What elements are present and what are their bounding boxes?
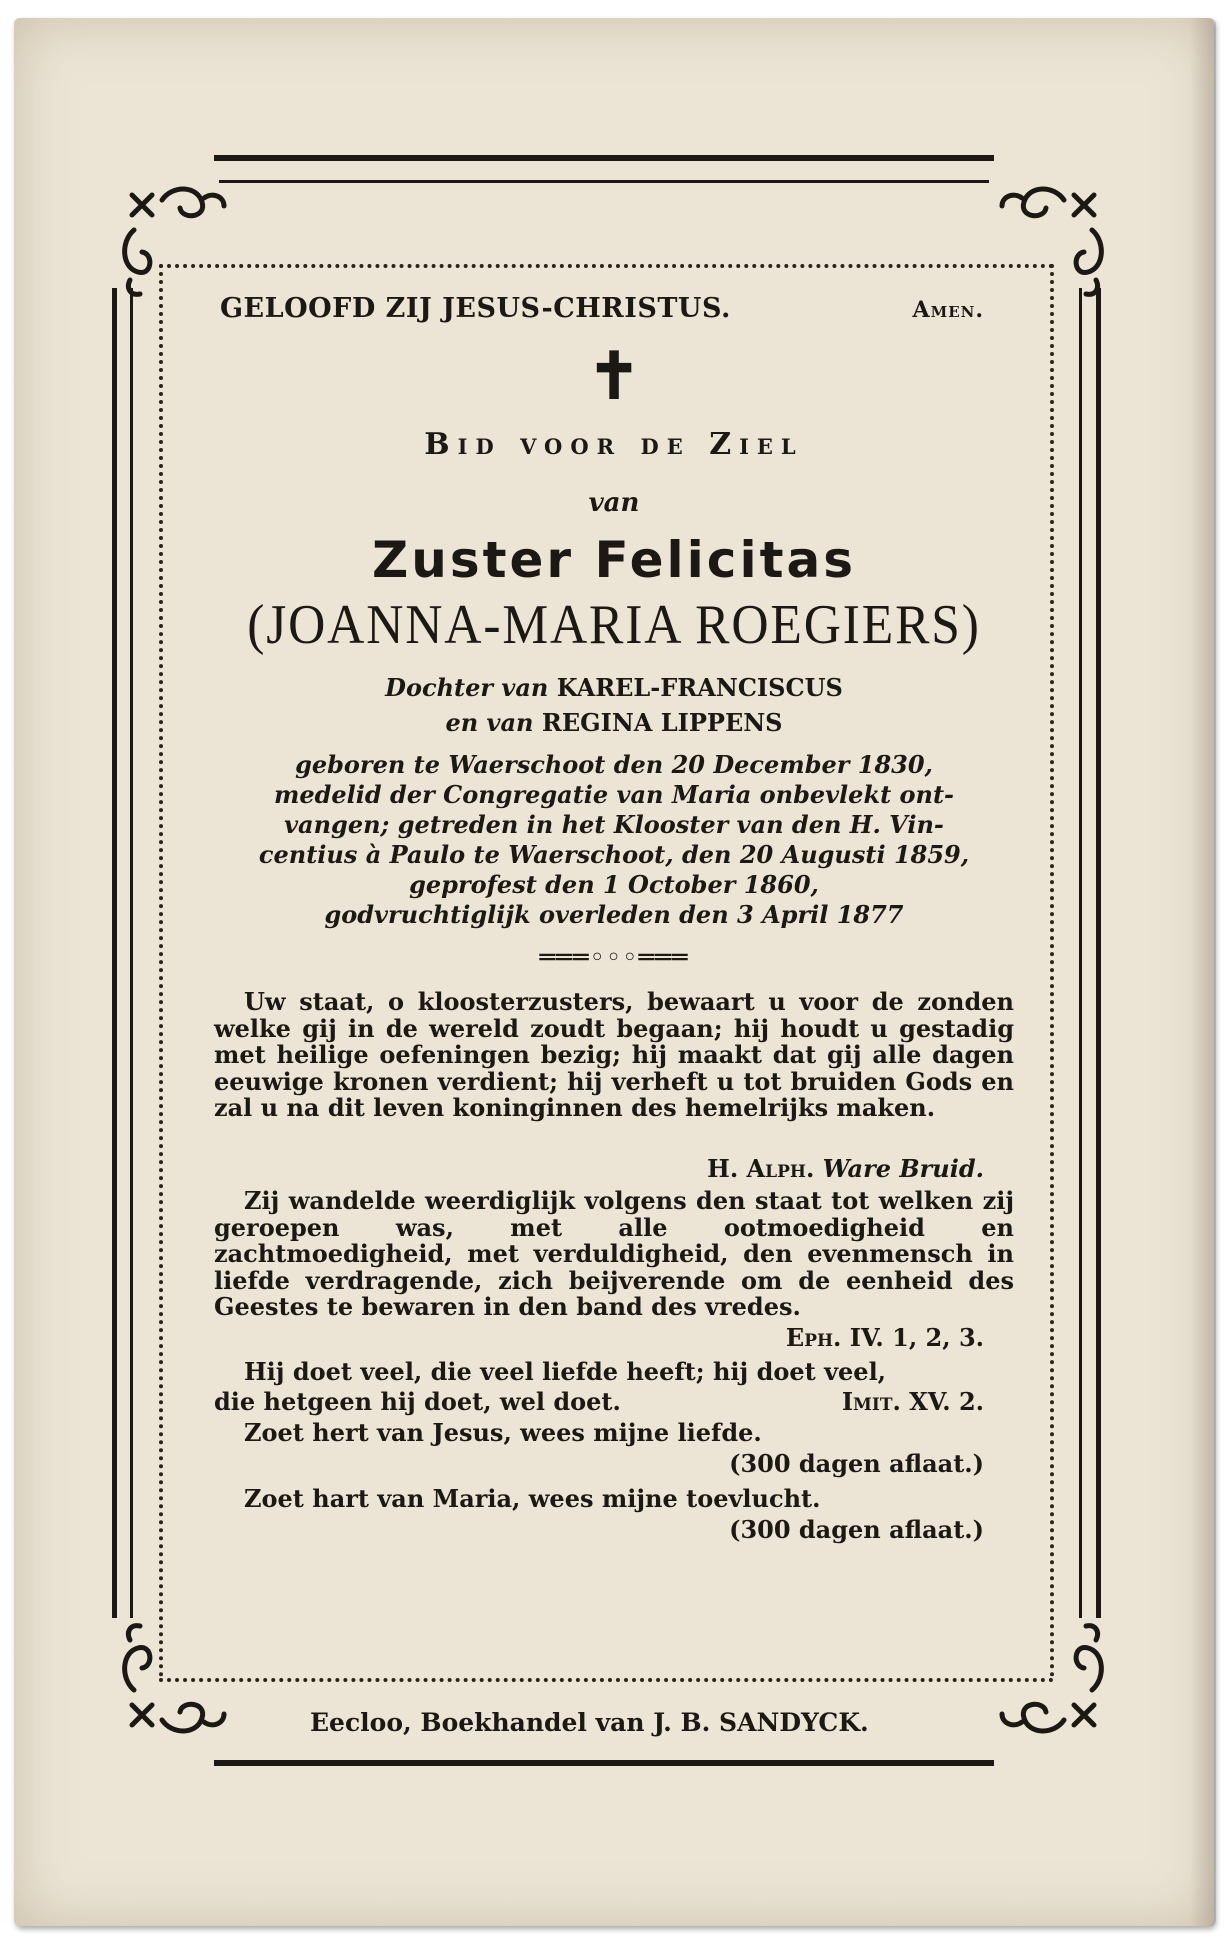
parents-line-2 <box>214 708 1014 737</box>
separator-ornament: ═══◦◦◦═══ <box>539 943 689 973</box>
memorial-card <box>14 18 1214 1926</box>
card-edge-shadow <box>1190 18 1216 1926</box>
van-line: van <box>588 488 640 518</box>
prayer-heading: Bid voor de Ziel <box>424 427 804 462</box>
father-name: KAREL-FRANCISCUS <box>556 673 843 702</box>
right-rule-thin <box>1079 288 1082 1618</box>
right-rule-thick <box>1096 288 1101 1618</box>
corner-ornament-bottom-right <box>994 1620 1114 1740</box>
top-rule-thick <box>214 155 994 161</box>
dotted-frame-bottom <box>159 1678 1054 1682</box>
civil-name: (JOANNA-MARIA ROEGIERS) <box>247 594 981 656</box>
cross-icon: ✝ <box>587 339 641 414</box>
bio-line: geboren te Waerschoot den 20 December 1830, <box>295 750 933 779</box>
quote-1: Uw staat, o kloosterzusters, bewaart u voor de zonden welke gij in de wereld zoudt begaan; hij houdt u gestadig met heilige oefeningen bezig; hij maakt dat gij alle dagen eeuwige kronen verdient; hij verheft u tot bruiden Gods en zal u na dit leven koninginnen des hemelrijks maken. <box>214 987 1014 1123</box>
ref3-text: Imit. XV. 2. <box>841 1387 984 1416</box>
ref2-text: Eph. IV. 1, 2, 3. <box>785 1323 984 1352</box>
bio-line: medelid der Congregatie van Maria onbevlekt ont- <box>273 780 955 809</box>
quote-3-line-1: Hij doet veel, die veel liefde heeft; hij doet veel, <box>244 1357 887 1386</box>
top-rule-thin <box>219 180 989 183</box>
parents-prefix-1: Dochter van <box>385 673 549 702</box>
quote-2: Zij wandelde weerdiglijk volgens den staat tot welken zij geroepen was, met alle ootmoedigheid en zachtmoedigheid, met verduldigheid, den evenmensch in liefde verdragende, zich beijverende om de eenheid des Geestes te bewaren in den band des vredes. <box>214 1186 1014 1322</box>
parents-prefix-2: en van <box>445 708 534 737</box>
mother-name: REGINA LIPPENS <box>541 708 783 737</box>
indulgence-1: (300 dagen aflaat.) <box>729 1449 984 1478</box>
indulgence-2: (300 dagen aflaat.) <box>729 1515 984 1544</box>
parents-line-1 <box>214 673 1014 702</box>
quote-1-reference <box>707 1154 984 1183</box>
corner-ornament-top-left <box>112 180 232 300</box>
corner-ornament-bottom-left <box>112 1620 232 1740</box>
quote-3-reference <box>842 1387 984 1416</box>
bio-line: vangen; getreden in het Klooster van den H. Vin- <box>284 810 944 839</box>
bio-line: geprofest den 1 October 1860, <box>409 870 819 899</box>
bio-line: godvruchtiglijk overleden den 3 April 1877 <box>324 900 904 929</box>
religious-name: Zuster Felicitas <box>372 531 856 589</box>
bottom-rule-thick <box>214 1760 994 1766</box>
dotted-frame-right <box>1050 264 1054 1678</box>
prayer-maria: Zoet hart van Maria, wees mijne toevlucht. <box>244 1484 821 1513</box>
ref1-author: H. Alph. <box>707 1154 815 1183</box>
left-rule-thick <box>112 288 117 1618</box>
bio-line: centius à Paulo te Waerschoot, den 20 Augusti 1859, <box>258 840 970 869</box>
quote-3-line-2: die hetgeen hij doet, wel doet. <box>214 1387 621 1416</box>
printer-imprint: Eecloo, Boekhandel van J. B. SANDYCK. <box>310 1708 869 1737</box>
header-acclamation: GELOOFD ZIJ JESUS-CHRISTUS. <box>220 293 731 324</box>
quote-2-reference <box>786 1323 984 1352</box>
corner-ornament-top-right <box>994 180 1114 300</box>
header-amen: Amen. <box>912 297 984 323</box>
dotted-frame-left <box>159 264 163 1678</box>
prayer-jesus: Zoet hert van Jesus, wees mijne liefde. <box>244 1418 762 1447</box>
dotted-frame-top <box>159 264 1054 268</box>
ref1-work: Ware Bruid. <box>822 1154 984 1183</box>
left-rule-thin <box>130 288 133 1618</box>
